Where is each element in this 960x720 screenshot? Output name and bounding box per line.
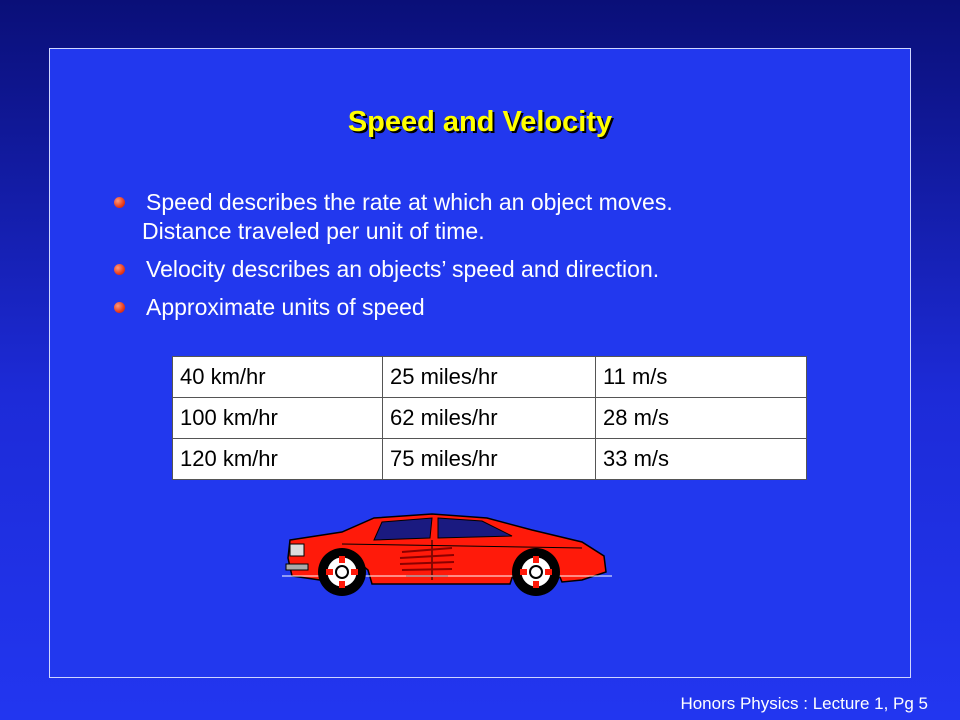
bullet-text: Velocity describes an objects’ speed and direction. [146,256,660,282]
table-cell-kmhr: 40 km/hr [173,357,383,398]
table-row [173,439,807,480]
slide-footer: Honors Physics : Lecture 1, Pg 5 [680,694,928,713]
speed-units-table [172,356,807,480]
bullet-item [112,293,832,322]
bullet-dot-icon [114,197,125,208]
bullet-text: Approximate units of speed [146,294,425,320]
table-cell-kmhr: 100 km/hr [173,398,383,439]
bullet-dot-icon [114,264,125,275]
slide-title: Speed and Velocity [347,106,613,138]
table-row [173,398,807,439]
table-cell-ms: 33 m/s [596,439,807,480]
bullet-item [112,188,832,246]
table-cell-ms: 11 m/s [596,357,807,398]
table-cell-kmhr: 120 km/hr [173,439,383,480]
table-cell-mph: 62 miles/hr [383,398,596,439]
bullet-text: Speed describes the rate at which an object moves. [146,189,673,215]
table-cell-ms: 28 m/s [596,398,807,439]
table-row [173,357,807,398]
bullet-text-continuation: Distance traveled per unit of time. [142,218,485,244]
table-cell-mph: 25 miles/hr [383,357,596,398]
table-cell-mph: 75 miles/hr [383,439,596,480]
sports-car-icon [282,510,612,602]
bullet-list [112,188,832,331]
bullet-item [112,255,832,284]
bullet-dot-icon [114,302,125,313]
